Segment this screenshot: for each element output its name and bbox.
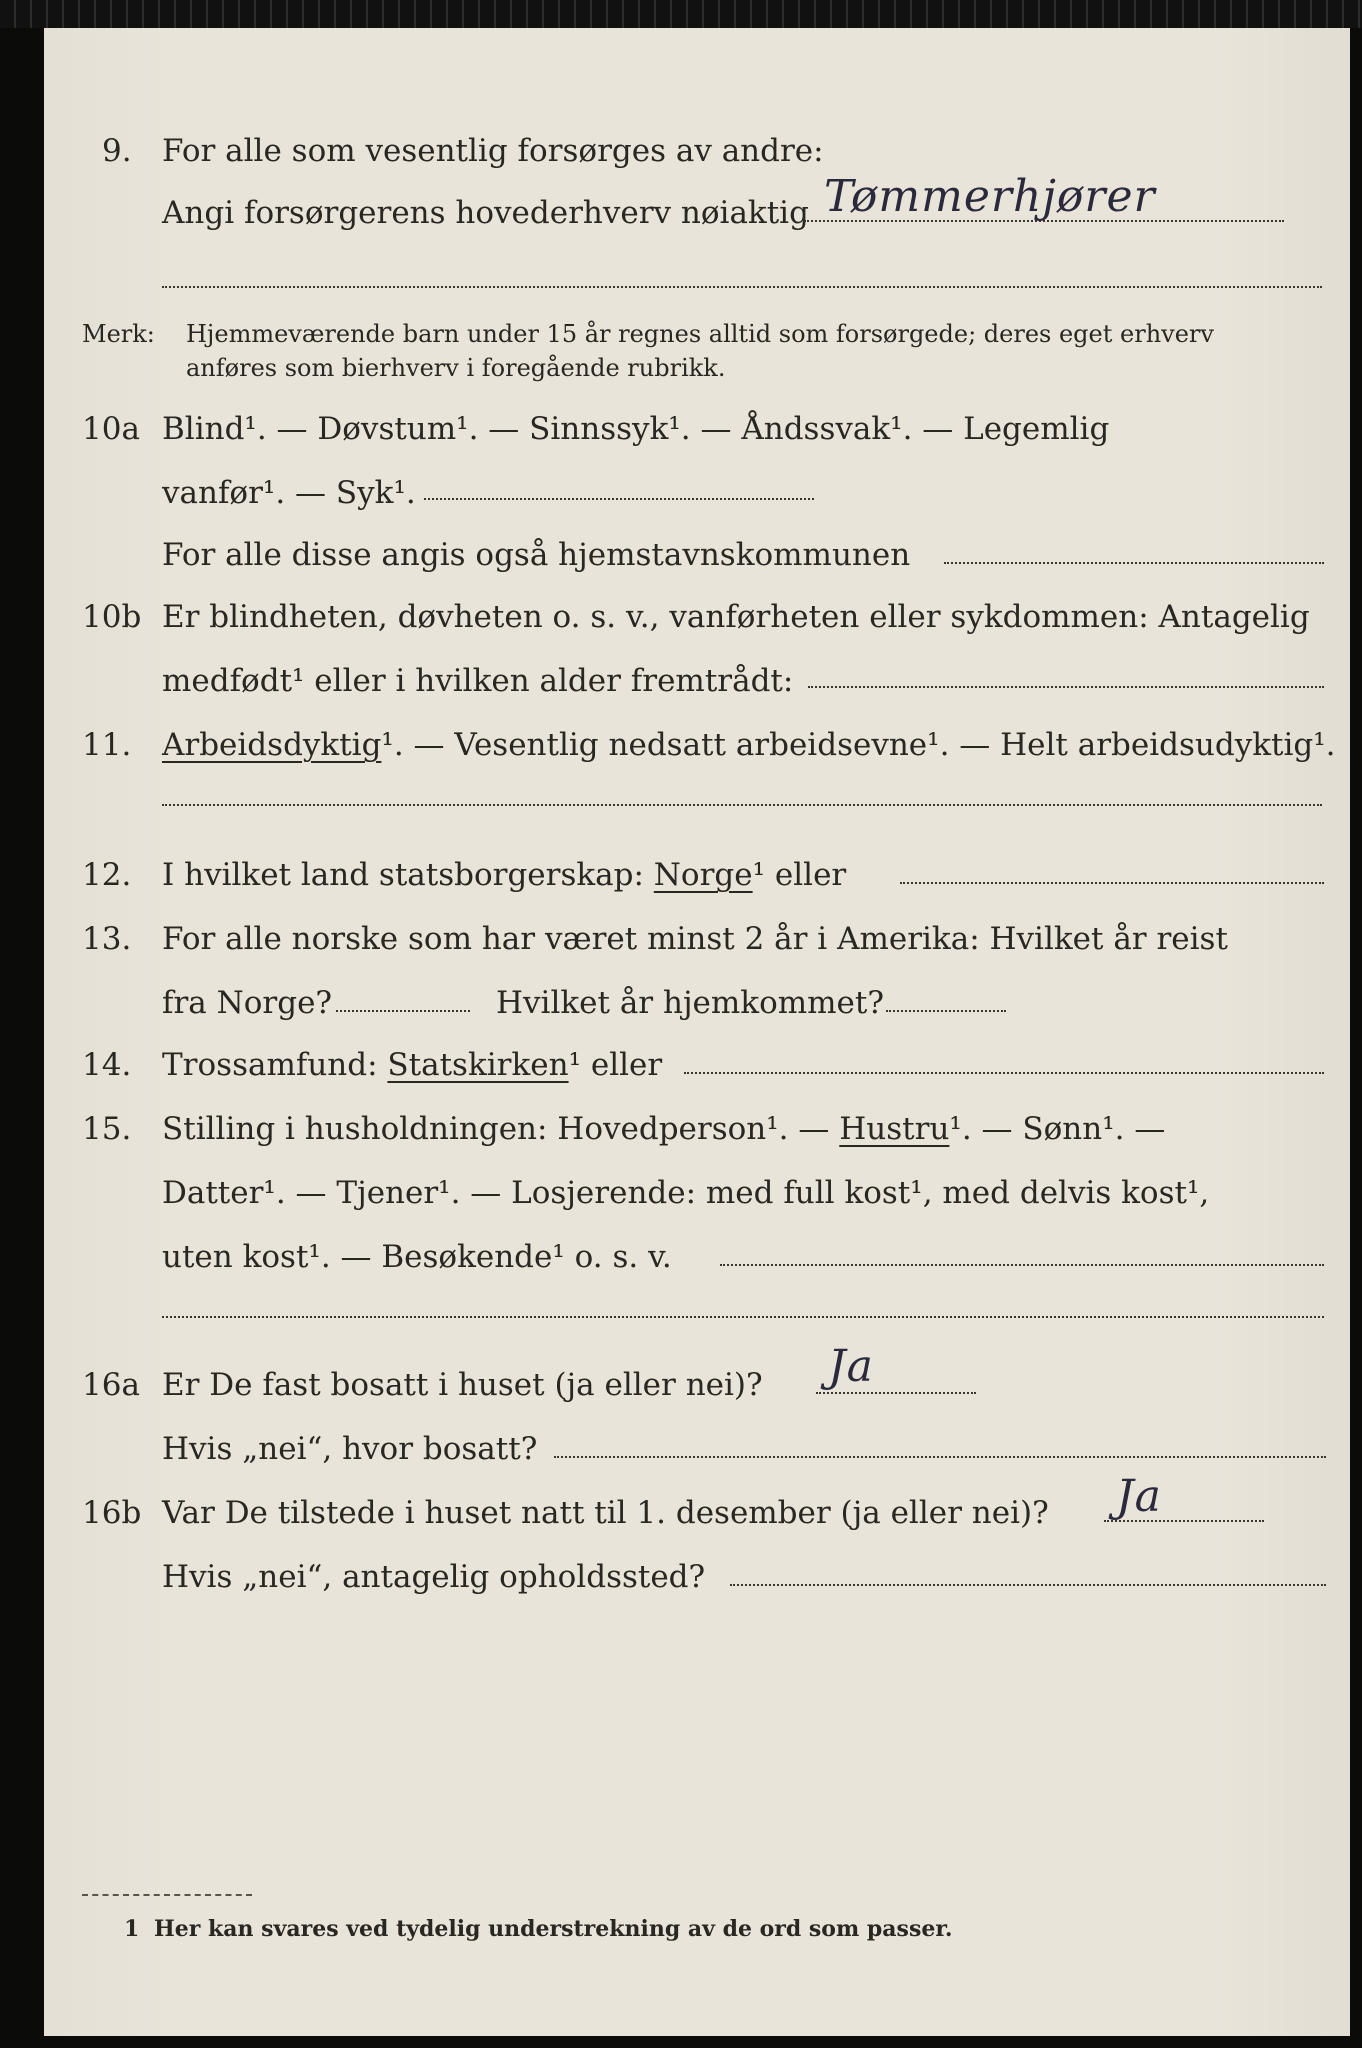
q15-line1b: ¹. — Sønn¹. — — [949, 1111, 1166, 1147]
q16a-handwritten-answer: Ja — [828, 1341, 874, 1392]
q9-line2 — [162, 194, 809, 232]
q10b-number: 10b — [82, 599, 142, 635]
q10a-number: 10a — [82, 411, 140, 447]
q14-option-statskirken[interactable]: Statskirken — [387, 1047, 569, 1083]
q14-number: 14. — [82, 1047, 132, 1083]
q10a-line2: vanfør¹. — Syk¹. — [162, 475, 416, 511]
q12-option-norge[interactable]: Norge — [653, 857, 753, 893]
q13-line1: For alle norske som har været minst 2 år i Amerika: Hvilket år reist — [162, 921, 1228, 957]
q16b-number: 16b — [82, 1495, 142, 1531]
q9-handwritten-answer: Tømmerhjører — [824, 171, 1156, 222]
census-form-page — [44, 28, 1350, 2036]
q15-line2: Datter¹. — Tjener¹. — Losjerende: med full kost¹, med delvis kost¹, — [162, 1175, 1210, 1211]
q10a-syk-line[interactable] — [424, 498, 814, 500]
q14-line — [162, 1046, 662, 1084]
q12-post: ¹ eller — [752, 857, 847, 893]
q10b-line1: Er blindheten, døvheten o. s. v., vanførheten eller sykdommen: Antagelig — [162, 599, 1310, 635]
q10a-line3: For alle disse angis også hjemstavnskommunen — [162, 537, 911, 573]
q12-line — [162, 856, 846, 894]
scan-top-edge — [0, 0, 1362, 28]
q16a-bosatt-line[interactable] — [554, 1456, 1326, 1458]
q14-post: ¹ eller — [568, 1047, 663, 1083]
q12-text: I hvilket land statsborgerskap: — [162, 857, 644, 893]
q10a-kommune-line[interactable] — [944, 562, 1324, 564]
q15-line1 — [162, 1110, 1165, 1148]
q16a-answer-line[interactable] — [816, 1392, 976, 1394]
q11-option-arbeidsdyktig[interactable]: Arbeidsdyktig — [162, 727, 382, 763]
q16b-opholdssted-line[interactable] — [730, 1584, 1326, 1586]
q15-number: 15. — [82, 1111, 132, 1147]
q11-number: 11. — [82, 727, 132, 763]
q16a-number: 16a — [82, 1367, 140, 1403]
q11-extra-line[interactable] — [162, 804, 1322, 806]
q12-answer-line[interactable] — [900, 882, 1324, 884]
q16b-answer-line[interactable] — [1104, 1520, 1264, 1522]
q14-text: Trossamfund: — [162, 1047, 378, 1083]
footnote-separator — [82, 1894, 252, 1896]
q9-number: 9. — [102, 133, 132, 169]
q16b-handwritten-answer: Ja — [1116, 1471, 1162, 1522]
footnote-text: Her kan svares ved tydelig understrekning av de ord som passer. — [154, 1916, 953, 1942]
q16a-line1: Er De fast bosatt i huset (ja eller nei)? — [162, 1367, 763, 1403]
q16a-line2: Hvis „nei“, hvor bosatt? — [162, 1431, 538, 1467]
q10b-answer-line[interactable] — [808, 686, 1324, 688]
q15-line1a: Stilling i husholdningen: Hovedperson¹. — — [162, 1111, 830, 1147]
q10a-line1: Blind¹. — Døvstum¹. — Sinnssyk¹. — Åndssvak¹. — Legemlig — [162, 411, 1110, 447]
q12-number: 12. — [82, 857, 132, 893]
merk-line2: anføres som bierhverv i foregående rubrikk. — [186, 354, 726, 382]
q13-reist-line[interactable] — [336, 1010, 470, 1012]
q9-line2-text: Angi forsørgerens hovederhverv nøiaktig — [162, 195, 809, 231]
q10b-line2: medfødt¹ eller i hvilken alder fremtrådt: — [162, 663, 794, 699]
q11-line — [162, 726, 1336, 764]
q15-option-hustru[interactable]: Hustru — [839, 1111, 950, 1147]
q16b-line1: Var De tilstede i huset natt til 1. desember (ja eller nei)? — [162, 1495, 1049, 1531]
q9-line1: For alle som vesentlig forsørges av andre: — [162, 133, 824, 169]
q15-answer-line[interactable] — [720, 1264, 1324, 1266]
q14-answer-line[interactable] — [684, 1072, 1324, 1074]
q11-rest: ¹. — Vesentlig nedsatt arbeidsevne¹. — Helt arbeidsudyktig¹. — [381, 727, 1336, 763]
footnote-mark: 1 — [124, 1916, 140, 1942]
q15-extra-line[interactable] — [162, 1316, 1324, 1318]
merk-label: Merk: — [82, 320, 155, 348]
q13-number: 13. — [82, 921, 132, 957]
q15-line3: uten kost¹. — Besøkende¹ o. s. v. — [162, 1239, 672, 1275]
merk-line1: Hjemmeværende barn under 15 år regnes alltid som forsørgede; deres eget erhverv — [186, 320, 1214, 348]
q13-hjemkommet-line[interactable] — [886, 1010, 1006, 1012]
q13-line2a: fra Norge? — [162, 985, 333, 1021]
q13-line2b: Hvilket år hjemkommet? — [496, 985, 884, 1021]
q9-extra-line[interactable] — [162, 286, 1322, 288]
q16b-line2: Hvis „nei“, antagelig opholdssted? — [162, 1559, 706, 1595]
